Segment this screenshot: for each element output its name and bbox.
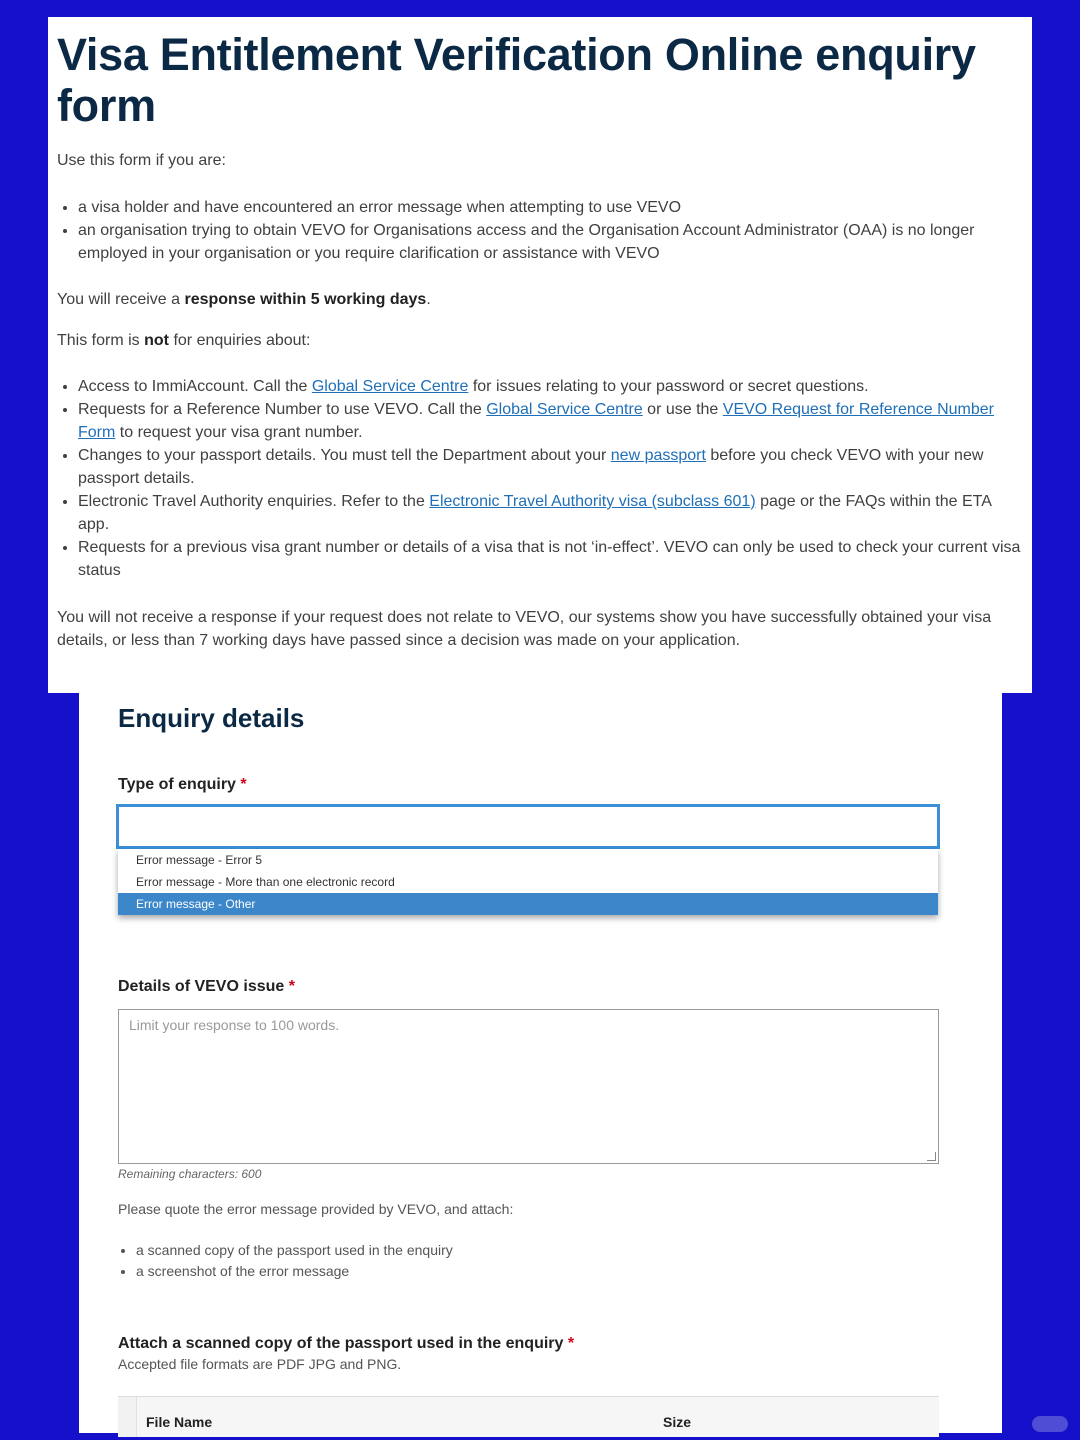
not-suffix: for enquiries about: <box>169 332 311 349</box>
use-case-list <box>57 196 1022 265</box>
response-suffix: . <box>426 291 431 308</box>
response-time-text <box>57 288 1022 311</box>
list-item-reference <box>78 398 1022 444</box>
intro-panel <box>48 17 1032 693</box>
option-other[interactable]: Error message - Other <box>118 893 938 915</box>
page-title: Visa Entitlement Verification Online enquiry form <box>57 29 976 131</box>
enquiry-form <box>79 693 1002 1433</box>
text: or use the <box>642 401 723 418</box>
type-of-enquiry-select[interactable] <box>116 804 940 849</box>
list-item: • a screenshot of the error message <box>136 1261 453 1282</box>
enquiry-type-dropdown <box>118 849 938 915</box>
global-service-centre-link[interactable]: Global Service Centre <box>311 378 469 395</box>
option-error-5[interactable]: Error message - Error 5 <box>136 853 263 867</box>
list-item: • an organisation trying to obtain VEVO for Organisations access and the Organisation Account Administrator (OAA) is no longer employed in your organisation or you require clarification or assistance with VEVO <box>78 219 1022 265</box>
file-table-header <box>136 1397 939 1437</box>
label-text: Attach a scanned copy of the passport used in the enquiry <box>118 1335 564 1352</box>
text: Requests for a Reference Number to use VEVO. Call the <box>78 401 487 418</box>
global-service-centre-link[interactable]: Global Service Centre <box>486 401 643 418</box>
details-textarea[interactable] <box>118 1009 939 1164</box>
details-label <box>118 978 295 996</box>
response-prefix: You will receive a <box>57 291 185 308</box>
resize-handle-icon[interactable] <box>927 1152 936 1161</box>
not-for-text <box>57 329 1022 352</box>
response-bold: response within 5 working days <box>184 291 427 308</box>
text: before you check VEVO with your new passport details. <box>78 447 984 487</box>
required-mark: * <box>240 776 247 793</box>
section-title: Enquiry details <box>118 703 305 733</box>
size-header: Size <box>663 1414 692 1430</box>
vevo-reference-form-link[interactable]: VEVO Request for Reference Number Form <box>78 401 994 441</box>
text: Electronic Travel Authority enquiries. Refer to the <box>78 493 430 510</box>
required-mark: * <box>567 1335 575 1352</box>
list-item: • a visa holder and have encountered an error message when attempting to use VEVO <box>78 196 1022 219</box>
option-more-than-one-record[interactable]: Error message - More than one electronic record <box>136 875 395 889</box>
details-placeholder: Limit your response to 100 words. <box>129 1017 340 1033</box>
attachments-needed-list <box>118 1240 453 1282</box>
list-item-eta <box>78 490 1022 536</box>
label-text: Details of VEVO issue <box>118 978 285 995</box>
text: Access to ImmiAccount. Call the <box>78 378 312 395</box>
text: for issues relating to your password or secret questions. <box>468 378 869 395</box>
list-item-previous-visa: • Requests for a previous visa grant number or details of a visa that is not ‘in-effect’. VEVO can only be used to check your current visa status <box>78 536 1022 582</box>
list-item-passport <box>78 444 1022 490</box>
attach-passport-label <box>118 1335 574 1353</box>
watermark-badge <box>1032 1416 1068 1432</box>
new-passport-link[interactable]: new passport <box>610 447 706 464</box>
required-mark: * <box>288 978 295 995</box>
text: Changes to your passport details. You must tell the Department about your <box>78 447 611 464</box>
formats-note: Accepted file formats are PDF JPG and PNG. <box>118 1356 402 1372</box>
no-response-note: You will not receive a response if your request does not relate to VEVO, our systems show you have successfully obtained your visa details, or less than 7 working days have passed since a decision was made on your application. <box>57 609 992 649</box>
text: to request your visa grant number. <box>115 424 363 441</box>
not-bold: not <box>144 332 169 349</box>
label-text: Type of enquiry <box>118 776 236 793</box>
eta-visa-link[interactable]: Electronic Travel Authority visa (subclass 601) <box>429 493 756 510</box>
not-prefix: This form is <box>57 332 145 349</box>
file-name-header: File Name <box>146 1414 213 1430</box>
text: page or the FAQs within the ETA app. <box>78 493 992 533</box>
intro-text: Use this form if you are: <box>57 152 226 169</box>
file-table <box>118 1396 939 1437</box>
exclusion-list <box>57 375 1022 582</box>
list-item-immiaccount <box>78 375 1022 398</box>
list-item: • a scanned copy of the passport used in the enquiry <box>136 1240 453 1261</box>
quote-note: Please quote the error message provided by VEVO, and attach: <box>118 1201 514 1217</box>
remaining-characters: Remaining characters: 600 <box>118 1167 262 1181</box>
type-of-enquiry-label <box>118 776 247 794</box>
